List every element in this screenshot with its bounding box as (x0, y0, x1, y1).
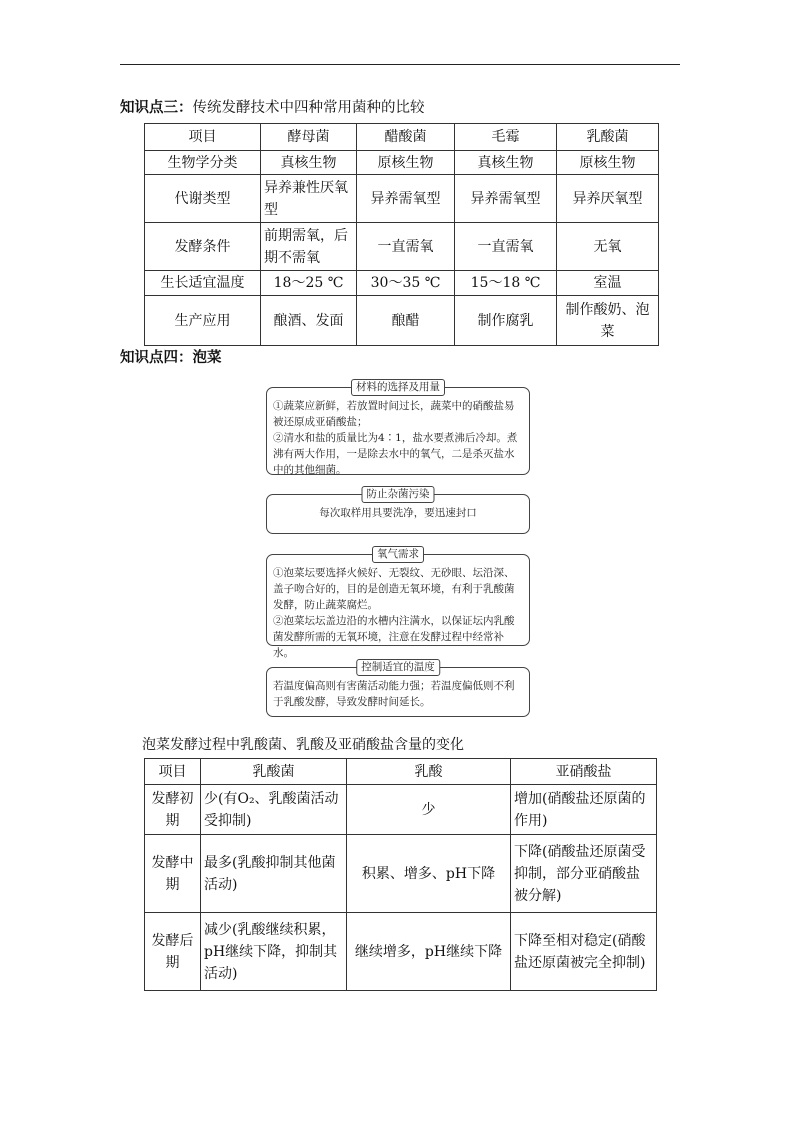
header-cell: 乳酸 (347, 759, 511, 785)
header-cell: 乳酸菌 (557, 124, 659, 151)
table-header-row (145, 124, 659, 151)
oxygen-box (266, 548, 530, 659)
strain-comparison-table (144, 123, 659, 346)
box-title: 材料的选择及用量 (351, 379, 445, 396)
table-cell: 18～25 ℃ (261, 271, 357, 296)
table-cell: 制作酸奶、泡菜 (557, 296, 659, 346)
stage-cell: 发酵中期 (145, 835, 201, 913)
table-cell: 30～35 ℃ (357, 271, 455, 296)
table-row (145, 785, 657, 835)
materials-box (266, 381, 530, 476)
table-cell: 最多(乳酸抑制其他菌活动) (201, 835, 347, 913)
section3-title: 传统发酵技术中四种常用菌种的比较 (192, 100, 425, 116)
box-line: ②清水和盐的质量比为4∶1，盐水要煮沸后冷却。煮沸有两大作用，一是除去水中的氧气，二是杀灭盐水中的其他细菌。 (273, 432, 518, 476)
table-header-row (145, 759, 657, 785)
table-cell: 制作腐乳 (455, 296, 557, 346)
table-cell: 酿醋 (357, 296, 455, 346)
header-cell: 乳酸菌 (201, 759, 347, 785)
table-cell: 前期需氧，后期不需氧 (261, 223, 357, 271)
table-cell: 原核生物 (557, 151, 659, 175)
table-cell: 下降至相对稳定(硝酸盐还原菌被完全抑制) (511, 913, 657, 991)
table-row (145, 175, 659, 223)
stage-cell: 发酵后期 (145, 913, 201, 991)
table-cell: 减少(乳酸继续积累，pH继续下降，抑制其活动) (201, 913, 347, 991)
table-cell: 真核生物 (455, 151, 557, 175)
table-cell: 无氧 (557, 223, 659, 271)
stage-cell: 发酵初期 (145, 785, 201, 835)
table-cell: 代谢类型 (145, 175, 261, 223)
table-row (145, 296, 659, 346)
table-cell: 室温 (557, 271, 659, 296)
box-line: ①泡菜坛要选择火候好、无裂纹、无砂眼、坛沿深、盖子吻合好的，目的是创造无氧环境，有利于乳酸菌发酵，防止蔬菜腐烂。 (273, 567, 515, 611)
header-rule (120, 64, 680, 65)
table-cell: 生长适宜温度 (145, 271, 261, 296)
table-cell: 原核生物 (357, 151, 455, 175)
box-title: 氧气需求 (372, 546, 424, 563)
table-cell: 生物学分类 (145, 151, 261, 175)
table-cell: 生产应用 (145, 296, 261, 346)
header-cell: 项目 (145, 124, 261, 151)
table2-caption: 泡菜发酵过程中乳酸菌、乳酸及亚硝酸盐含量的变化 (142, 737, 464, 753)
box-line: ②泡菜坛坛盖边沿的水槽内注满水，以保证坛内乳酸菌发酵所需的无氧环境，注意在发酵过程中经常补水。 (273, 615, 515, 659)
table-cell: 少 (347, 785, 511, 835)
box-title: 防止杂菌污染 (362, 486, 435, 503)
table-cell: 异养需氧型 (357, 175, 455, 223)
table-cell: 继续增多，pH继续下降 (347, 913, 511, 991)
table-cell: 下降(硝酸盐还原菌受抑制，部分亚硝酸盐被分解) (511, 835, 657, 913)
section4-label: 知识点四：泡菜 (120, 349, 222, 366)
box-line: ①蔬菜应新鲜，若放置时间过长，蔬菜中的硝酸盐易被还原成亚硝酸盐； (273, 400, 515, 428)
table-cell: 一直需氧 (455, 223, 557, 271)
table-cell: 真核生物 (261, 151, 357, 175)
table-cell: 增加(硝酸盐还原菌的作用) (511, 785, 657, 835)
temperature-box (266, 661, 530, 717)
table-cell: 一直需氧 (357, 223, 455, 271)
section3-label: 知识点三： (120, 99, 193, 116)
table-row (145, 271, 659, 296)
contamination-box (266, 488, 530, 534)
table-cell: 酿酒、发面 (261, 296, 357, 346)
table-cell: 15～18 ℃ (455, 271, 557, 296)
table-cell: 异养厌氧型 (557, 175, 659, 223)
box-line: 若温度偏高则有害菌活动能力强；若温度偏低则不利于乳酸发酵，导致发酵时间延长。 (273, 680, 515, 708)
table-cell: 异养兼性厌氧型 (261, 175, 357, 223)
header-cell: 亚硝酸盐 (511, 759, 657, 785)
header-cell: 毛霉 (455, 124, 557, 151)
box-title: 控制适宜的温度 (356, 659, 440, 676)
box-line: 每次取样用具要洗净，要迅速封口 (319, 507, 477, 519)
section4-heading (120, 348, 222, 368)
table-cell: 异养需氧型 (455, 175, 557, 223)
table-cell: 少(有O₂、乳酸菌活动受抑制) (201, 785, 347, 835)
section3-heading (120, 98, 425, 118)
fermentation-change-table (144, 758, 657, 991)
header-cell: 酵母菌 (261, 124, 357, 151)
header-cell: 醋酸菌 (357, 124, 455, 151)
table-row (145, 223, 659, 271)
table-cell: 发酵条件 (145, 223, 261, 271)
table-row (145, 151, 659, 175)
table-cell: 积累、增多、pH下降 (347, 835, 511, 913)
table-row (145, 913, 657, 991)
table-row (145, 835, 657, 913)
header-cell: 项目 (145, 759, 201, 785)
